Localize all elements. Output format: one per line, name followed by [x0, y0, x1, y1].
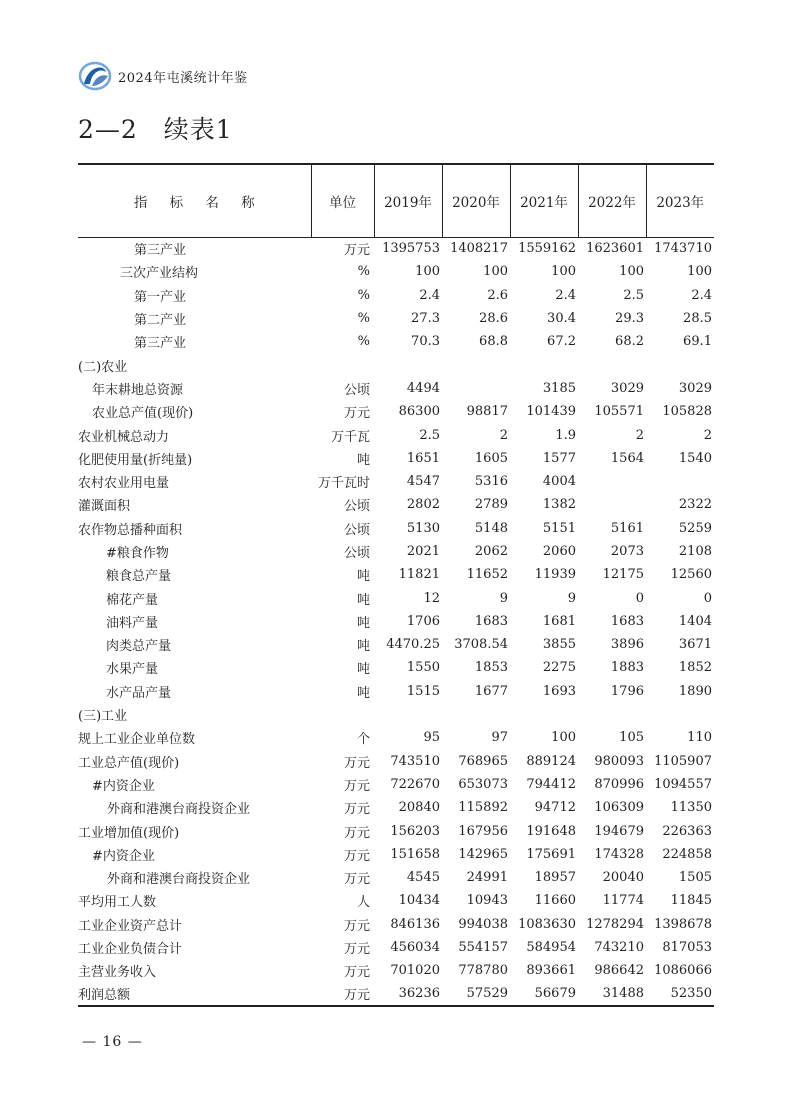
- value-cell: 27.3: [411, 311, 440, 327]
- value-cell: [646, 470, 714, 493]
- table-header: [78, 164, 714, 237]
- column-header-unit: 单位: [311, 164, 374, 237]
- indicator-label: 工业增加值(现价): [78, 825, 180, 841]
- indicator-label: 第三产业: [134, 243, 187, 259]
- value-cell: 1605: [474, 450, 508, 466]
- value-cell: 5316: [474, 474, 508, 490]
- table-row: [78, 307, 714, 330]
- value-cell: 1559162: [518, 241, 576, 257]
- table-row: [78, 493, 714, 516]
- indicator-label: 农业机械总动力: [78, 429, 170, 445]
- unit-cell: 公顷: [343, 499, 370, 515]
- value-cell: 1852: [678, 660, 712, 676]
- value-cell: 2108: [678, 544, 712, 559]
- table-row: [78, 284, 714, 307]
- value-cell: 722670: [390, 776, 440, 792]
- value-cell: 11652: [466, 567, 508, 583]
- value-cell: 1083630: [518, 916, 576, 932]
- value-cell: 115892: [458, 800, 508, 816]
- value-cell: 846136: [390, 916, 440, 932]
- table-row: [78, 447, 714, 470]
- value-cell: 106309: [594, 800, 644, 816]
- value-cell: 175691: [526, 846, 576, 862]
- value-cell: 1105907: [654, 753, 712, 769]
- value-cell: [646, 703, 714, 726]
- value-cell: 994038: [458, 916, 508, 932]
- indicator-label: 工业总产值(现价): [78, 755, 180, 771]
- value-cell: 889124: [526, 753, 576, 769]
- yearbook-logo-icon: [78, 60, 112, 92]
- table-row: [78, 540, 714, 563]
- unit-cell: 吨: [356, 452, 370, 468]
- indicator-label: 外商和港澳台商投资企业: [107, 802, 251, 818]
- value-cell: [646, 353, 714, 376]
- unit-cell: 吨: [356, 592, 370, 608]
- unit-cell: 吨: [356, 639, 370, 655]
- value-cell: 4004: [542, 474, 576, 490]
- indicator-label: 规上工业企业单位数: [78, 732, 196, 748]
- value-cell: 29.3: [615, 311, 644, 327]
- value-cell: 101439: [526, 404, 576, 420]
- value-cell: 1683: [474, 613, 508, 629]
- indicator-label: 第三产业: [134, 336, 187, 352]
- unit-cell: %: [357, 264, 370, 280]
- unit-cell: 公顷: [343, 546, 370, 561]
- unit-cell: 万千瓦时: [317, 476, 370, 492]
- indicator-label: 水果产量: [106, 662, 159, 678]
- value-cell: 0: [703, 590, 712, 606]
- indicator-label: (三)工业: [78, 709, 128, 725]
- indicator-label: 农村农业用电量: [78, 476, 170, 492]
- unit-cell: 万元: [311, 983, 374, 1006]
- value-cell: 2.6: [487, 287, 508, 303]
- value-cell: 3029: [678, 380, 712, 396]
- value-cell: 56679: [510, 983, 578, 1006]
- value-cell: 1278294: [586, 916, 644, 932]
- unit-cell: 吨: [356, 615, 370, 631]
- unit-cell: 公顷: [343, 522, 370, 538]
- table-row: [78, 866, 714, 889]
- value-cell: 1086066: [654, 963, 712, 979]
- value-cell: 95: [423, 730, 440, 746]
- value-cell: 2021: [406, 544, 440, 559]
- indicator-label: 平均用工人数: [78, 895, 157, 911]
- value-cell: 70.3: [411, 334, 440, 350]
- value-cell: 2: [635, 427, 644, 443]
- value-cell: 100: [619, 264, 644, 280]
- value-cell: 1693: [542, 683, 576, 699]
- value-cell: 1505: [678, 870, 712, 886]
- value-cell: 10434: [398, 893, 440, 909]
- value-cell: 20840: [398, 800, 440, 816]
- value-cell: 2.5: [623, 287, 644, 303]
- value-cell: 224858: [662, 846, 712, 862]
- value-cell: 5148: [474, 520, 508, 536]
- value-cell: 31488: [578, 983, 646, 1006]
- indicator-label: 粮食总产量: [106, 569, 172, 585]
- column-header-year: 2023年: [646, 164, 714, 237]
- value-cell: 105: [619, 730, 644, 746]
- indicator-label: 农作物总播种面积: [78, 522, 183, 538]
- indicator-label: 油料产量: [106, 615, 159, 631]
- table-row: [78, 656, 714, 679]
- value-cell: 11350: [670, 800, 712, 816]
- value-cell: 4547: [406, 474, 440, 490]
- indicator-label: #内资企业: [92, 848, 155, 864]
- page-title: 2—2 续表1: [78, 115, 233, 144]
- value-cell: 105828: [662, 404, 712, 420]
- value-cell: 11821: [398, 567, 440, 583]
- table-row: [78, 959, 714, 982]
- value-cell: 5151: [542, 520, 576, 536]
- value-cell: 28.6: [479, 311, 508, 327]
- value-cell: 743210: [594, 940, 644, 956]
- column-header-year: 2022年: [578, 164, 646, 237]
- unit-cell: 万元: [343, 942, 370, 958]
- unit-cell: [311, 703, 374, 726]
- value-cell: 5161: [610, 520, 644, 536]
- indicator-label: 年末耕地总资源: [92, 382, 184, 398]
- value-cell: [578, 470, 646, 493]
- value-cell: 100: [687, 264, 712, 280]
- value-cell: 1883: [610, 660, 644, 676]
- table-row: [78, 237, 714, 260]
- value-cell: 110: [687, 730, 712, 746]
- value-cell: 701020: [390, 963, 440, 979]
- statistics-table: [78, 163, 714, 1007]
- table-body: [78, 237, 714, 1006]
- unit-cell: %: [357, 287, 370, 303]
- value-cell: 1540: [678, 450, 712, 466]
- value-cell: 97: [491, 730, 508, 746]
- value-cell: 18957: [534, 870, 576, 886]
- indicator-label: 化肥使用量(折纯量): [78, 452, 193, 468]
- value-cell: 1681: [542, 613, 576, 629]
- indicator-label: 三次产业结构: [120, 266, 199, 282]
- value-cell: 67.2: [547, 334, 576, 350]
- indicator-label: 利润总额: [78, 983, 311, 1006]
- value-cell: [578, 493, 646, 516]
- value-cell: 3708.54: [454, 637, 508, 653]
- value-cell: 9: [567, 590, 576, 606]
- value-cell: 12560: [670, 567, 712, 583]
- indicator-label: (二)农业: [78, 359, 128, 375]
- value-cell: 768965: [458, 753, 508, 769]
- unit-cell: 公顷: [343, 382, 370, 398]
- value-cell: 2: [703, 427, 712, 443]
- value-cell: 194679: [594, 823, 644, 839]
- table-row: [78, 470, 714, 493]
- table-row: [78, 913, 714, 936]
- value-cell: 105571: [594, 404, 644, 420]
- unit-cell: %: [357, 334, 370, 350]
- value-cell: 3671: [678, 637, 712, 653]
- value-cell: 11845: [670, 893, 712, 909]
- value-cell: 986642: [594, 963, 644, 979]
- indicator-label: #内资企业: [92, 778, 155, 794]
- value-cell: 11774: [602, 893, 644, 909]
- table-row: [78, 353, 714, 376]
- unit-cell: 万元: [343, 848, 370, 864]
- value-cell: 142965: [458, 846, 508, 862]
- value-cell: 980093: [594, 753, 644, 769]
- value-cell: [510, 703, 578, 726]
- value-cell: 11939: [534, 567, 576, 583]
- value-cell: 778780: [458, 963, 508, 979]
- unit-cell: 万元: [343, 243, 370, 259]
- table-row: [78, 610, 714, 633]
- value-cell: 98817: [466, 404, 508, 420]
- value-cell: 2322: [678, 497, 712, 513]
- value-cell: 2802: [406, 497, 440, 513]
- table-row: [78, 983, 714, 1006]
- value-cell: [442, 353, 510, 376]
- value-cell: 69.1: [683, 334, 712, 350]
- value-cell: 2.4: [691, 287, 712, 303]
- table-row: [78, 680, 714, 703]
- value-cell: [374, 353, 442, 376]
- value-cell: 3185: [542, 380, 576, 396]
- column-header-year: 2020年: [442, 164, 510, 237]
- value-cell: 4470.25: [386, 637, 440, 653]
- page-header: [78, 58, 248, 94]
- unit-cell: 万千瓦: [330, 429, 370, 445]
- table-row: [78, 773, 714, 796]
- value-cell: 68.8: [479, 334, 508, 350]
- indicator-label: 肉类总产量: [106, 639, 172, 655]
- value-cell: 100: [483, 264, 508, 280]
- value-cell: [442, 703, 510, 726]
- value-cell: 1.9: [555, 427, 576, 443]
- unit-cell: [311, 353, 374, 376]
- value-cell: 794412: [526, 776, 576, 792]
- value-cell: 4494: [406, 380, 440, 396]
- value-cell: 1408217: [450, 241, 508, 257]
- value-cell: 36236: [374, 983, 442, 1006]
- value-cell: 30.4: [547, 311, 576, 327]
- book-title: 2024年屯溪统计年鉴: [118, 70, 248, 86]
- value-cell: [374, 703, 442, 726]
- value-cell: 1706: [406, 613, 440, 629]
- unit-cell: 吨: [356, 685, 370, 701]
- value-cell: 167956: [458, 823, 508, 839]
- indicator-label: 工业企业负债合计: [78, 942, 183, 958]
- unit-cell: 人: [356, 895, 370, 911]
- value-cell: 1796: [610, 683, 644, 699]
- unit-cell: %: [357, 311, 370, 327]
- indicator-label: 灌溉面积: [78, 499, 131, 515]
- value-cell: 151658: [390, 846, 440, 862]
- value-cell: 1651: [406, 450, 440, 466]
- value-cell: 3029: [610, 380, 644, 396]
- column-header-indicator: 指 标 名 称: [78, 164, 311, 237]
- value-cell: 94712: [534, 800, 576, 816]
- value-cell: 57529: [442, 983, 510, 1006]
- table-row: [78, 889, 714, 912]
- value-cell: 174328: [594, 846, 644, 862]
- unit-cell: 万元: [343, 872, 370, 888]
- value-cell: 1382: [542, 497, 576, 513]
- value-cell: 1395753: [382, 241, 440, 257]
- value-cell: 52350: [646, 983, 714, 1006]
- indicator-label: 棉花产量: [106, 592, 159, 608]
- value-cell: 10943: [466, 893, 508, 909]
- value-cell: 1890: [678, 683, 712, 699]
- value-cell: 2.4: [555, 287, 576, 303]
- value-cell: 2073: [610, 544, 644, 559]
- table-row: [78, 586, 714, 609]
- value-cell: 893661: [526, 963, 576, 979]
- value-cell: 86300: [398, 404, 440, 420]
- value-cell: 226363: [662, 823, 712, 839]
- value-cell: 12: [423, 590, 440, 606]
- page-number: — 16 —: [82, 1034, 143, 1050]
- value-cell: 2060: [542, 544, 576, 559]
- value-cell: [442, 377, 510, 400]
- table-row: [78, 819, 714, 842]
- unit-cell: 万元: [343, 802, 370, 818]
- value-cell: 1404: [678, 613, 712, 629]
- table-row: [78, 260, 714, 283]
- value-cell: 1743710: [654, 241, 712, 257]
- value-cell: 2275: [542, 660, 576, 676]
- value-cell: 5130: [406, 520, 440, 536]
- value-cell: 817053: [662, 940, 712, 956]
- value-cell: 1683: [610, 613, 644, 629]
- value-cell: 12175: [602, 567, 644, 583]
- value-cell: 456034: [390, 940, 440, 956]
- column-header-year: 2019年: [374, 164, 442, 237]
- value-cell: [510, 353, 578, 376]
- value-cell: 1550: [406, 660, 440, 676]
- value-cell: 870996: [594, 776, 644, 792]
- unit-cell: 万元: [343, 755, 370, 771]
- indicator-label: 农业总产值(现价): [92, 406, 194, 422]
- unit-cell: 万元: [343, 918, 370, 934]
- indicator-label: 外商和港澳台商投资企业: [107, 872, 251, 888]
- value-cell: 2789: [474, 497, 508, 513]
- value-cell: 1564: [610, 450, 644, 466]
- unit-cell: 万元: [343, 965, 370, 981]
- value-cell: [578, 353, 646, 376]
- indicator-label: 主营业务收入: [78, 965, 157, 981]
- value-cell: 1623601: [586, 241, 644, 257]
- table-row: [78, 796, 714, 819]
- value-cell: 100: [551, 264, 576, 280]
- value-cell: [578, 703, 646, 726]
- table-row: [78, 423, 714, 446]
- value-cell: 28.5: [683, 311, 712, 327]
- value-cell: 100: [551, 730, 576, 746]
- value-cell: 156203: [390, 823, 440, 839]
- value-cell: 2.4: [419, 287, 440, 303]
- value-cell: 584954: [526, 940, 576, 956]
- table-row: [78, 330, 714, 353]
- unit-cell: 吨: [356, 662, 370, 678]
- table-row: [78, 703, 714, 726]
- value-cell: 1094557: [654, 776, 712, 792]
- value-cell: 1398678: [654, 916, 712, 932]
- value-cell: 5259: [678, 520, 712, 536]
- value-cell: 2062: [474, 544, 508, 559]
- table-row: [78, 517, 714, 540]
- table-row: [78, 563, 714, 586]
- value-cell: 24991: [466, 870, 508, 886]
- indicator-label: 水产品产量: [106, 685, 172, 701]
- value-cell: 1577: [542, 450, 576, 466]
- value-cell: 11660: [534, 893, 576, 909]
- table-row: [78, 377, 714, 400]
- unit-cell: 万元: [343, 778, 370, 794]
- table-row: [78, 750, 714, 773]
- value-cell: 1853: [474, 660, 508, 676]
- value-cell: 3896: [610, 637, 644, 653]
- unit-cell: 万元: [343, 406, 370, 422]
- value-cell: 100: [415, 264, 440, 280]
- value-cell: 743510: [390, 753, 440, 769]
- table-row: [78, 936, 714, 959]
- value-cell: 2: [499, 427, 508, 443]
- value-cell: 3855: [542, 637, 576, 653]
- value-cell: 9: [499, 590, 508, 606]
- value-cell: 2.5: [419, 427, 440, 443]
- indicator-label: 工业企业资产总计: [78, 918, 183, 934]
- value-cell: 1515: [406, 683, 440, 699]
- unit-cell: 个: [356, 732, 370, 748]
- table-row: [78, 633, 714, 656]
- unit-cell: 吨: [356, 569, 370, 585]
- value-cell: 68.2: [615, 334, 644, 350]
- value-cell: 1677: [474, 683, 508, 699]
- value-cell: 653073: [458, 776, 508, 792]
- value-cell: 20040: [602, 870, 644, 886]
- table-row: [78, 843, 714, 866]
- value-cell: 554157: [458, 940, 508, 956]
- value-cell: 0: [635, 590, 644, 606]
- unit-cell: 万元: [343, 825, 370, 841]
- value-cell: 4545: [406, 870, 440, 886]
- column-header-year: 2021年: [510, 164, 578, 237]
- indicator-label: 第二产业: [134, 313, 187, 329]
- value-cell: 191648: [526, 823, 576, 839]
- table-row: [78, 400, 714, 423]
- indicator-label: 第一产业: [134, 289, 187, 305]
- indicator-label: #粮食作物: [106, 546, 169, 561]
- table-row: [78, 726, 714, 749]
